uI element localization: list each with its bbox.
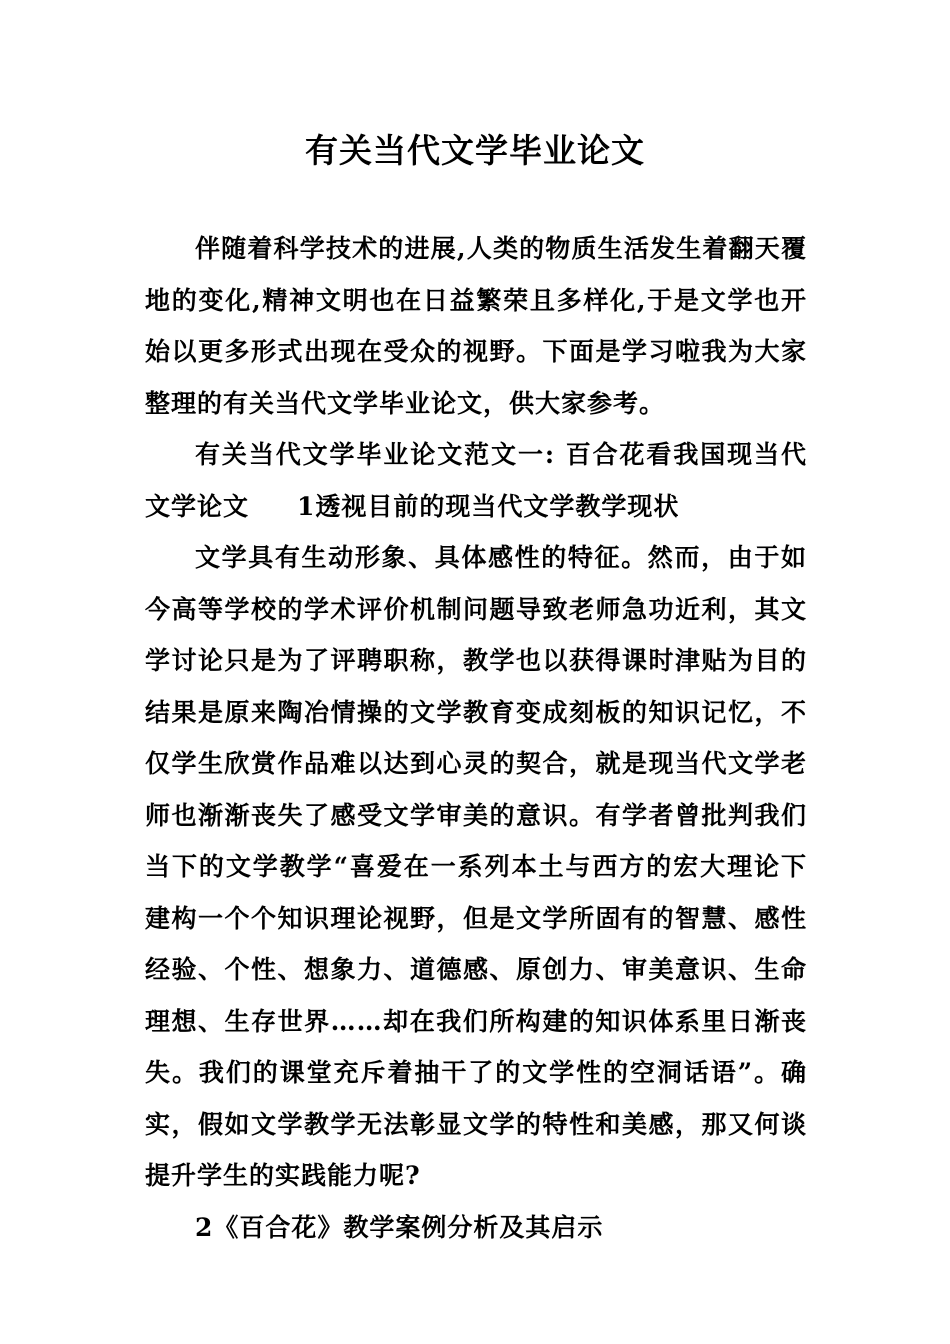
section-2-heading: 2《百合花》教学案例分析及其启示 bbox=[195, 1212, 604, 1242]
document-body bbox=[145, 223, 807, 1253]
body-paragraph: 文学具有生动形象、具体感性的特征。然而，由于如今高等学校的学术评价机制问题导致老师急功近利，其文学讨论只是为了评聘职称，教学也以获得课时津贴为目的结果是原来陶冶情操的文学教育变成刻板的知识记忆，不仅学生欣赏作品难以达到心灵的契合，就是现当代文学老师也渐渐丧失了感受文学审美的意识。有学者曾批判我们当下的文学教学“喜爱在一系列本土与西方的宏大理论下建构一个个知识理论视野，但是文学所固有的智慧、感性经验、个性、想象力、道德感、原创力、审美意识、生命理想、生存世界……却在我们所构建的知识体系里日渐丧失。我们的课堂充斥着抽干了的文学性的空洞话语”。确实，假如文学教学无法彰显文学的特性和美感，那又何谈提升学生的实践能力呢? bbox=[145, 543, 807, 1190]
section-heading-paragraph bbox=[145, 429, 807, 532]
intro-paragraph: 伴随着科学技术的进展,人类的物质生活发生着翻天覆地的变化,精神文明也在日益繁荣且多样化,于是文学也开始以更多形式出现在受众的视野。下面是学习啦我为大家整理的有关当代文学毕业论文，供大家参考。 bbox=[145, 234, 807, 418]
section-1-heading: 1透视目前的现当代文学教学现状 bbox=[297, 491, 680, 521]
document-title: 有关当代文学毕业论文 bbox=[305, 131, 645, 170]
article-heading: 有关当代文学毕业论文范文一: 百合花看我国现当代文学论文 bbox=[145, 440, 807, 521]
